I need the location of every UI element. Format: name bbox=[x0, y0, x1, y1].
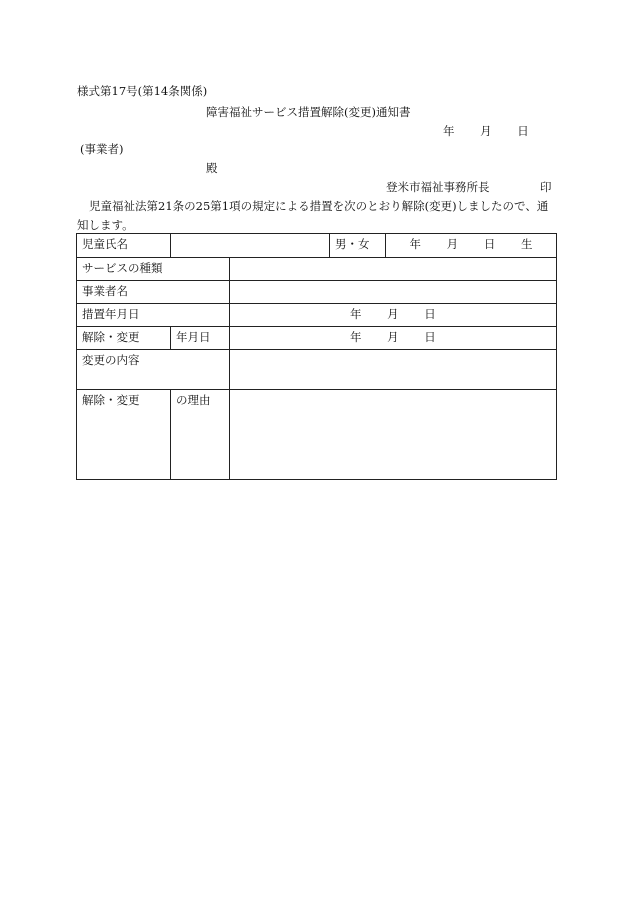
table-row-change-content bbox=[77, 350, 557, 390]
document-title: 障害福祉サービス措置解除(変更)通知書 bbox=[206, 105, 411, 119]
service-type-label: サービスの種類 bbox=[77, 258, 230, 281]
form-number: 様式第17号(第14条関係) bbox=[77, 84, 208, 98]
provider-name-label: 事業者名 bbox=[77, 281, 230, 304]
cancel-change-label: 解除・変更 bbox=[77, 327, 171, 350]
change-content-label: 変更の内容 bbox=[77, 350, 230, 390]
measure-date-label: 措置年月日 bbox=[77, 304, 230, 327]
table-row-provider-name bbox=[77, 281, 557, 304]
measure-date-field[interactable] bbox=[230, 304, 557, 327]
provider-name-field[interactable] bbox=[230, 281, 557, 304]
body-text: 児童福祉法第21条の25第1項の規定による措置を次のとおり解除(変更)しましたので、通知します。 bbox=[77, 199, 549, 232]
service-type-field[interactable] bbox=[230, 258, 557, 281]
birth-date-field[interactable] bbox=[386, 234, 557, 258]
cancel-change-date-field[interactable] bbox=[230, 327, 557, 350]
cancel-change-date-label: 年月日 bbox=[171, 327, 230, 350]
honorific: 殿 bbox=[206, 161, 218, 175]
notification-table bbox=[76, 233, 557, 480]
table-row-reason bbox=[77, 390, 557, 480]
issuer-name: 登米市福祉事務所長 bbox=[386, 180, 490, 194]
sex-selector[interactable]: 男・女 bbox=[330, 234, 386, 258]
table-row-measure-date bbox=[77, 304, 557, 327]
birth-date-text: 年 月 日 生 bbox=[409, 237, 533, 251]
table-row-cancel-change-date bbox=[77, 327, 557, 350]
reason-label-left: 解除・変更 bbox=[77, 390, 171, 480]
issue-date: 年 月 日 bbox=[443, 124, 529, 138]
table-row-service-type bbox=[77, 258, 557, 281]
seal-mark: 印 bbox=[540, 180, 552, 194]
table-row-child-name bbox=[77, 234, 557, 258]
measure-date-text: 年 月 日 bbox=[350, 307, 436, 321]
recipient-label: (事業者) bbox=[80, 142, 124, 156]
reason-field[interactable] bbox=[230, 390, 557, 480]
child-name-field[interactable] bbox=[171, 234, 330, 258]
change-content-field[interactable] bbox=[230, 350, 557, 390]
cancel-change-date-text: 年 月 日 bbox=[350, 330, 436, 344]
reason-label-right: の理由 bbox=[171, 390, 230, 480]
child-name-label: 児童氏名 bbox=[77, 234, 171, 258]
